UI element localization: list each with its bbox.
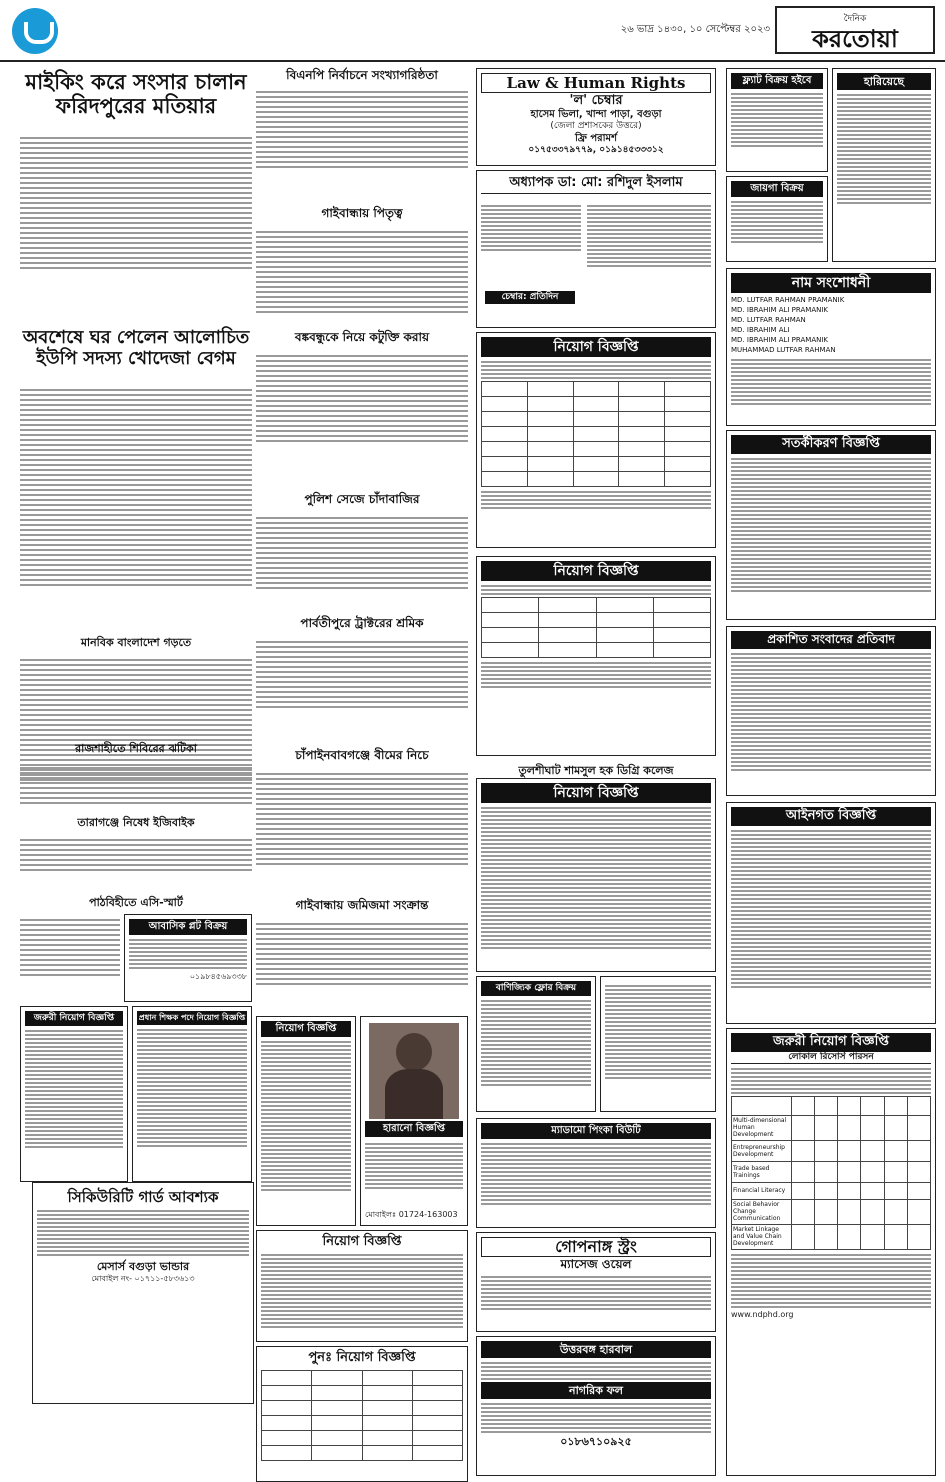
table-row-1: Entrepreneurship Development (732, 1140, 792, 1161)
table-row-4: Social Behavior Change Communication (732, 1199, 792, 1224)
nagri-phone: ০১৮৬৭১০৯২৫ (560, 1435, 632, 1449)
niyog1-title: নিয়োগ বিজ্ঞপ্তি (261, 1021, 351, 1037)
doctor-name: অধ্যাপক ডা: মো: রশিদুল ইসলাম (481, 175, 711, 194)
shop-title: বাণিজ্যিক ফ্লোর বিক্রয় (481, 981, 591, 996)
name-line-5: MUHAMMAD LUTFAR RAHMAN (731, 346, 836, 355)
ad-urgent-recruit (726, 1028, 936, 1476)
caution-title: সতর্কীকরণ বিজ্ঞপ্তি (731, 435, 931, 454)
c2-story7-headline: গাইবান্ধায় জমিজমা সংক্রান্ত (295, 898, 429, 912)
masthead-small: দৈনিক (843, 14, 867, 24)
niyog-b-table (481, 597, 711, 658)
ad-recruit-title: জরুরী নিয়োগ বিজ্ঞপ্তি (25, 1011, 123, 1026)
ad-misc (600, 976, 716, 1112)
ad-house-plot (124, 914, 252, 1002)
masthead-title: করতোয়া (812, 24, 898, 53)
story6-body (20, 916, 120, 1006)
nagri-title: নাগরিক ফল (481, 1382, 711, 1399)
ad-doctor (476, 170, 716, 328)
c2-story2-headline: গাইবান্ধায় পিতৃত্ব (321, 206, 403, 220)
c2-story7-body (256, 920, 468, 1020)
ad-land-sale (726, 176, 828, 262)
missing-person-photo (369, 1023, 459, 1119)
c2-story5-headline: পার্বতীপুরে ট্রাক্টরের শ্রমিক (300, 616, 424, 630)
ad-teacher-title: প্রধান শিক্ষক পদে নিয়োগ বিজ্ঞপ্তি (137, 1011, 247, 1025)
name-fix-title: নাম সংশোধনী (731, 273, 931, 293)
ad-herbal (476, 1336, 716, 1476)
ad-recruit (20, 1006, 128, 1182)
punniyog-title: পুনঃ নিয়োগ বিজ্ঞপ্তি (308, 1350, 416, 1365)
table-row-3: Financial Literacy (732, 1182, 792, 1199)
ad-niyog-2 (256, 1230, 468, 1342)
ad-name-correction (726, 268, 936, 426)
ad-beauty (476, 1118, 716, 1228)
table-row-5: Market Linkage and Value Chain Development (732, 1224, 792, 1249)
story4-body (20, 764, 252, 820)
security-firm: মেসার্স বগুড়া ভান্ডার (96, 1260, 190, 1274)
legal-title: আইনগত বিজ্ঞপ্তি (731, 807, 931, 826)
urgent-table (731, 1096, 931, 1250)
story1-headline: মাইকিং করে সংসার চালান ফরিদপুরের মতিয়ার (25, 69, 247, 119)
urgent-website: www.ndphd.org (731, 1309, 794, 1319)
beauty-title: ম্যাডামো পিংকা বিউটি (481, 1123, 711, 1139)
c2-story1-headline: বিএনপি নির্বাচনে সংখ্যাগরিষ্ঠতা (286, 68, 438, 82)
story2-body (20, 386, 252, 676)
ad-punniyog (256, 1346, 468, 1482)
story3-headline: মানবিক বাংলাদেশ গড়তে (80, 636, 192, 649)
name-line-3: MD. IBRAHIM ALI (731, 326, 790, 335)
c2-story3-body (256, 352, 468, 492)
ad-rebuttal (726, 626, 936, 796)
paper-logo-icon (12, 8, 58, 54)
security-title: সিকিউরিটি গার্ড আবশ্যক (67, 1188, 219, 1206)
niyog-b-title: নিয়োগ বিজ্ঞপ্তি (481, 561, 711, 581)
ad-niyog-1 (256, 1016, 356, 1226)
gopal-sub: ম্যাসেজ ওয়েল (560, 1257, 632, 1272)
story4-headline: রাজশাহীতে শিবিরের ঝটিকা (75, 742, 197, 755)
urgent-title: জরুরী নিয়োগ বিজ্ঞপ্তি (731, 1033, 931, 1052)
ad-house-title: আবাসিক প্লট বিক্রয় (129, 919, 247, 935)
name-line-4: MD. IBRAHIM ALI PRAMANIK (731, 336, 828, 345)
story1-body (20, 134, 252, 324)
law-address-2: (জেলা প্রশাসকের উত্তরে) (550, 120, 642, 131)
ad-lost (832, 68, 936, 262)
ad-legal-notice (726, 802, 936, 1024)
page-header (0, 0, 945, 62)
name-line-2: MD. LUTFAR RAHMAN (731, 316, 806, 325)
column-4 (726, 66, 936, 1412)
law-title: Law & Human Rights (481, 73, 711, 93)
story2-headline: অবশেষে ঘর পেলেন আলোচিত ইউপি সদস্য খোদেজা বেগম (22, 327, 250, 369)
local-title: লোকাল রিসোর্স পারসন (731, 1052, 931, 1064)
flat-title: ফ্ল্যাট বিক্রয় হইবে (731, 73, 823, 89)
ad-security-guard (32, 1182, 254, 1404)
ad-flat-sale (726, 68, 828, 172)
law-sub: 'ল' চেম্বার (569, 93, 623, 108)
name-line-1: MD. IBRAHIM ALI PRAMANIK (731, 306, 828, 315)
story5-headline: তারাগঞ্জে নিষেধ ইজিবাইক (77, 816, 195, 829)
security-phone: মোবাইল নং- ০১৭১১-৫৮৩৬১৩ (91, 1274, 195, 1284)
table-row-2: Trade based Trainings (732, 1161, 792, 1182)
column-2 (256, 66, 468, 1412)
column-3 (472, 66, 722, 1449)
harano-phone: মোবাইলঃ 01724-163003 (365, 1210, 458, 1219)
ad-caution (726, 430, 936, 620)
ad-missing-person (360, 1016, 468, 1226)
c2-story1-body (256, 88, 468, 208)
niyog-c-title: নিয়োগ বিজ্ঞপ্তি (481, 783, 711, 803)
law-address: হাসেম ভিলা, খান্দা পাড়া, বগুড়া (530, 108, 662, 120)
masthead (775, 6, 935, 54)
c2-story3-headline: বঙ্কবন্ধুকে নিয়ে কটুক্তি করায় (294, 330, 430, 344)
table-row-0: Multi-dimensional Human Development (732, 1115, 792, 1140)
c2-story6-headline: চাঁপাইনবাবগঞ্জে বীমের নিচে (295, 748, 429, 762)
ad-house-phone: ০১৯৮৪৫৬৯৩৩৮ (189, 972, 247, 981)
c2-story4-headline: পুলিশ সেজে চাঁদাবাজির (304, 492, 420, 506)
law-free: ফ্রি পরামর্শ (574, 133, 618, 145)
c2-story5-body (256, 638, 468, 758)
ad-niyog-b (476, 556, 716, 756)
name-line-0: MD. LUTFAR RAHMAN PRAMANIK (731, 296, 845, 305)
story5-body (20, 836, 252, 892)
story6-headline: পাঠবিহীতে এসি-স্মার্ট (89, 896, 183, 909)
rebuttal-title: প্রকাশিত সংবাদের প্রতিবাদ (731, 631, 931, 649)
land-title: জায়গা বিক্রয় (731, 181, 823, 197)
chamber-label: চেম্বার: প্রতিদিন (485, 291, 575, 304)
ad-gopal (476, 1232, 716, 1332)
lost-title: হারিয়েছে (837, 73, 931, 90)
niyog-a-title: নিয়োগ বিজ্ঞপ্তি (481, 337, 711, 357)
gopal-title: গোপনাঙ্গ স্ট্রং (481, 1237, 711, 1257)
ad-shop-floor (476, 976, 596, 1112)
ad-law-chamber (476, 68, 716, 166)
herbal-title: উত্তরবঙ্গ হারবাল (481, 1341, 711, 1358)
ad-niyog-c (476, 778, 716, 972)
tulshi-college: তুলশীঘাট শামসুল হক ডিগ্রি কলেজ (518, 764, 674, 777)
punniyog-table (261, 1370, 463, 1461)
harano-title: হারানো বিজ্ঞপ্তি (365, 1121, 463, 1137)
ad-teacher (132, 1006, 252, 1182)
issue-date: ২৬ ভাদ্র ১৪৩০, ১০ সেপ্টেম্বর ২০২৩ (620, 24, 770, 35)
law-phone: ০১৭৫৩৩৭৯৭৭৯, ০১৯১৪৫৩৩৩১২ (528, 145, 664, 156)
ad-niyog-a (476, 332, 716, 548)
niyog2-title: নিয়োগ বিজ্ঞপ্তি (322, 1234, 402, 1249)
niyog-a-table (481, 381, 711, 487)
